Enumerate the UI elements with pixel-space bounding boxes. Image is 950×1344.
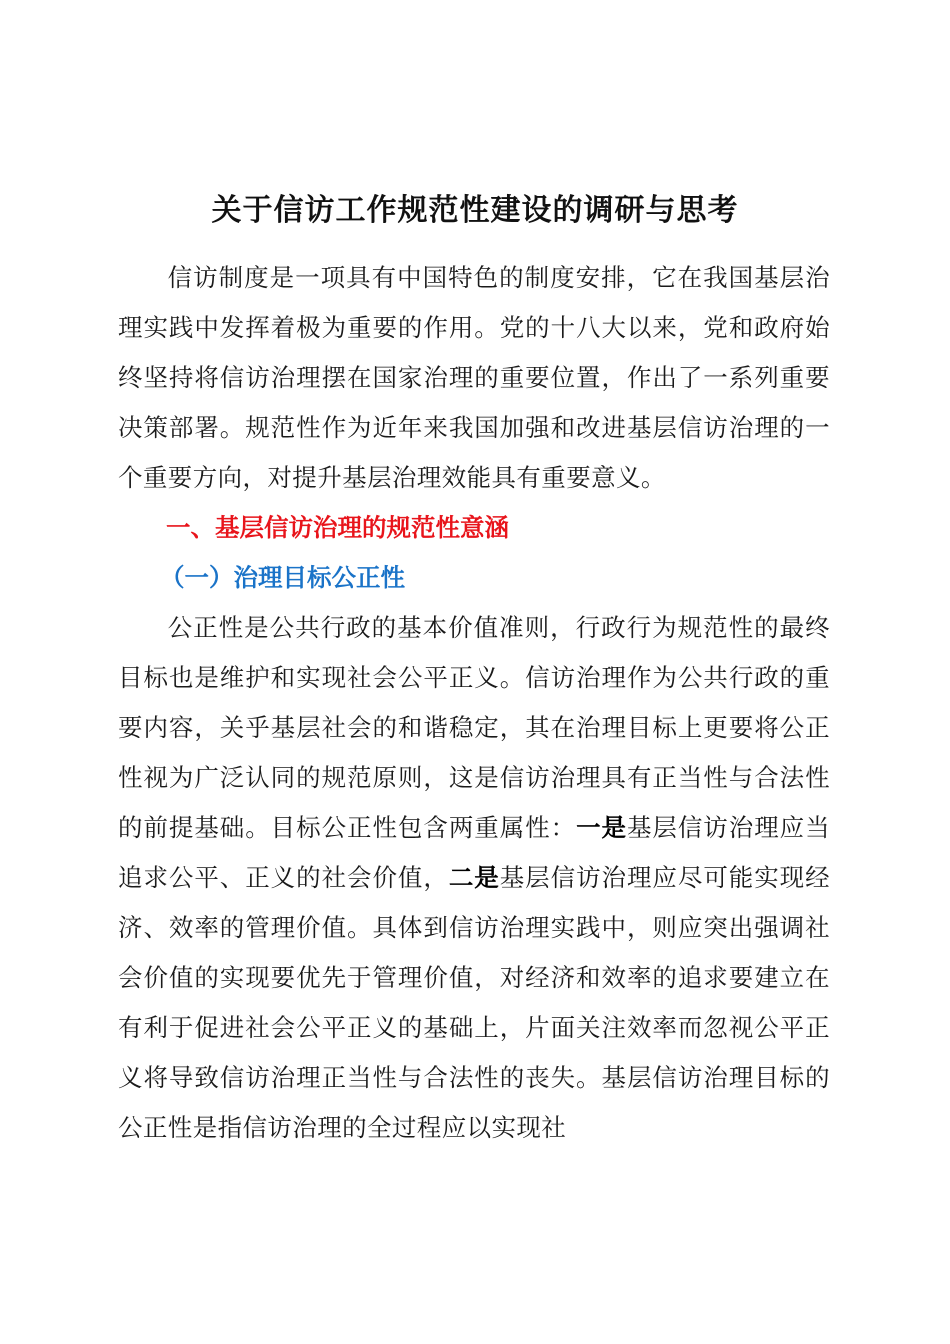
emphasis-second: 二是 [448, 863, 500, 892]
document-title: 关于信访工作规范性建设的调研与思考 [211, 193, 739, 228]
subsection-heading: （一）治理目标公正性 [160, 563, 405, 592]
fairness-text-c: 基层信访治理应尽可能实现经济、效率的管理价值。具体到信访治理实践中，则应突出强调社会价值的实现要优先于管理价值，对经济和效率的追求要建立在有利于促进社会公平正义的基础上，片面关注效率而忽视公平正义将导致信访治理正当性与合法性的丧失。基层信访治理目标的公正性是指信访治理的全过程应以实现社 [118, 863, 831, 1142]
intro-paragraph-text: 信访制度是一项具有中国特色的制度安排，它在我国基层治理实践中发挥着极为重要的作用。党的十八大以来，党和政府始终坚持将信访治理摆在国家治理的重要位置，作出了一系列重要决策部署。规范性作为近年来我国加强和改进基层信访治理的一个重要方向，对提升基层治理效能具有重要意义。 [118, 263, 830, 492]
intro-paragraph [118, 253, 830, 503]
fairness-paragraph [118, 603, 830, 1153]
section-heading: 一、基层信访治理的规范性意涵 [166, 513, 509, 542]
emphasis-first: 一是 [576, 813, 627, 842]
fairness-text-a: 公正性是公共行政的基本价值准则，行政行为规范性的最终目标也是维护和实现社会公平正义。信访治理作为公共行政的重要内容，关乎基层社会的和谐稳定，其在治理目标上更要将公正性视为广泛认同的规范原则，这是信访治理具有正当性与合法性的前提基础。目标公正性包含两重属性： [118, 613, 830, 842]
fairness-text-b: 基层信访治理应当追求公平、正义的社会价值， [118, 813, 831, 892]
